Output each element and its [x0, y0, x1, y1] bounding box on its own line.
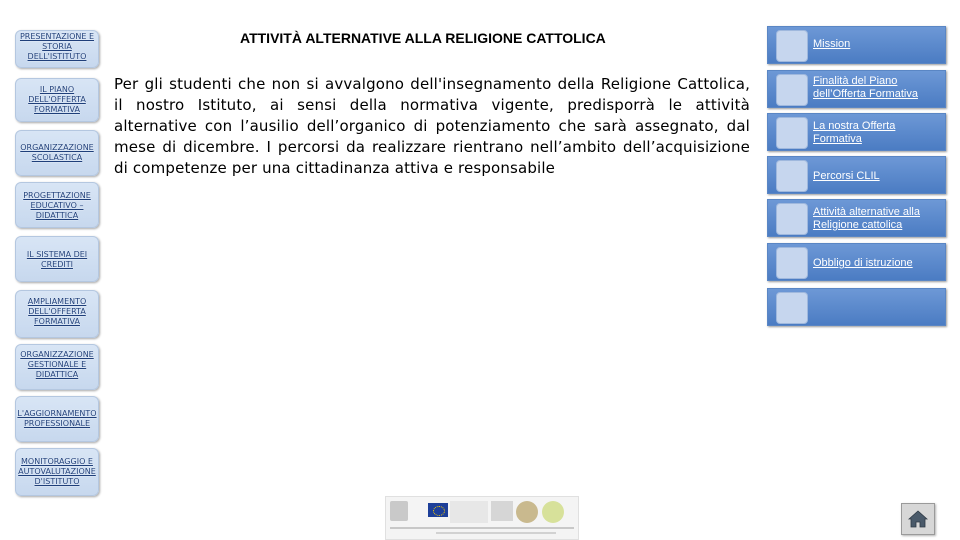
left-nav-label-piano-offerta[interactable]: IL PIANO DELL'OFFERTA FORMATIVA — [28, 85, 86, 114]
thumbnail-image — [776, 247, 808, 279]
right-nav-empty[interactable] — [767, 288, 946, 326]
right-nav-mission[interactable] — [767, 26, 946, 64]
thumbnail-image — [776, 117, 808, 149]
right-nav-label-offerta[interactable]: La nostra Offerta Formativa — [813, 120, 896, 145]
left-nav-label-monitoraggio[interactable]: MONITORAGGIO E AUTOVALUTAZIONE D'ISTITUTO — [18, 457, 96, 486]
right-nav-attivita-alternative[interactable] — [767, 199, 946, 237]
left-nav-label-ampliamento[interactable]: AMPLIAMENTO DELL'OFFERTA FORMATIVA — [27, 297, 87, 326]
body-text: Per gli studenti che non si avvalgono dell'insegnamento della Religione Cattolica, il nostro Istituto, ai sensi della normativa vigente, predisporrà le attività alternative con l’ausilio dell’organico di potenziamento che sarà assegnato, dal mese di dicembre. I percorsi da realizzare rientrano nell’ambito dell’acquisizione di competenze per una cittadinanza attiva e responsabile — [114, 75, 750, 177]
thumbnail-image — [776, 30, 808, 62]
home-icon — [908, 510, 928, 528]
pon-logo — [491, 501, 513, 521]
footer-divider — [390, 527, 574, 529]
right-nav-label-obbligo[interactable]: Obbligo di istruzione — [813, 257, 913, 269]
thumbnail-image — [776, 74, 808, 106]
left-nav-label-progettazione[interactable]: PROGETTAZIONE EDUCATIVO – DIDATTICA — [23, 191, 91, 220]
right-nav-obbligo[interactable] — [767, 243, 946, 281]
left-nav-label-presentazione[interactable]: PRESENTAZIONE E STORIA DELL'ISTITUTO — [19, 32, 95, 61]
left-nav-label-organizzazione-gestionale[interactable]: ORGANIZZAZIONE GESTIONALE E DIDATTICA — [20, 350, 94, 379]
left-nav-label-organizzazione-scolastica[interactable]: ORGANIZZAZIONE SCOLASTICA — [20, 143, 94, 162]
right-nav-label-finalita[interactable]: Finalità del Piano dell’Offerta Formativa — [813, 75, 918, 100]
right-nav-label-clil[interactable]: Percorsi CLIL — [813, 170, 880, 182]
eu-flag-logo — [428, 503, 448, 517]
thumbnail-image — [776, 203, 808, 235]
program-logo — [450, 501, 488, 523]
institute-seal-logo — [542, 501, 564, 523]
left-nav-label-sistema-crediti[interactable]: IL SISTEMA DEI CREDITI — [26, 250, 88, 269]
school-seal-logo — [516, 501, 538, 523]
page-title: ATTIVITÀ ALTERNATIVE ALLA RELIGIONE CATTOLICA — [240, 30, 606, 46]
right-nav-label-attivita-alternative[interactable]: Attività alternative alla Religione cattolica — [813, 206, 920, 231]
right-nav-label-mission[interactable]: Mission — [813, 38, 851, 50]
republic-emblem-logo — [390, 501, 408, 521]
right-nav-finalita[interactable] — [767, 70, 946, 108]
right-nav-offerta[interactable] — [767, 113, 946, 151]
home-button[interactable] — [901, 503, 935, 535]
thumbnail-image — [776, 160, 808, 192]
footer-divider — [436, 532, 556, 534]
left-nav-label-aggiornamento[interactable]: L'AGGIORNAMENTO PROFESSIONALE — [17, 409, 97, 428]
left-navigation — [0, 0, 112, 540]
partner-logos — [385, 496, 579, 540]
thumbnail-image — [776, 292, 808, 324]
right-nav-clil[interactable] — [767, 156, 946, 194]
